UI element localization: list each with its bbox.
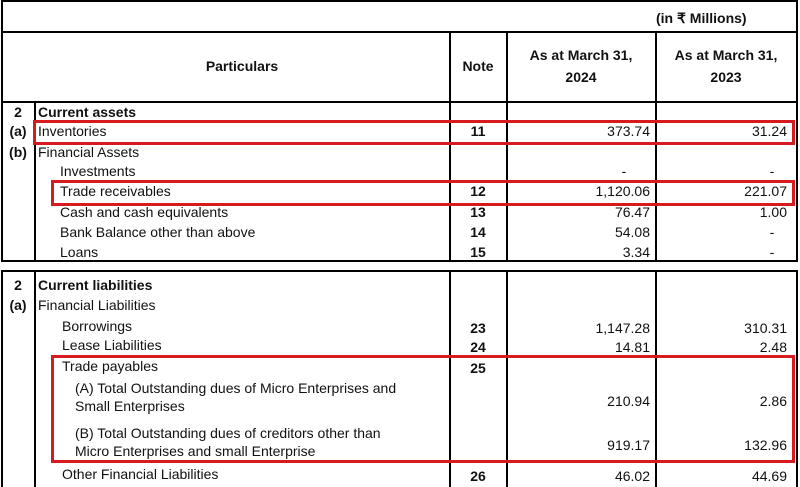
header-note: Note [462, 58, 494, 74]
msme-label-line1: (A) Total Outstanding dues of Micro Enterprises and [75, 380, 397, 396]
investments-2023: - [769, 163, 775, 179]
investments-2024: - [621, 163, 627, 179]
inventories-2024: 373.74 [607, 123, 650, 139]
rule-v-2023 [655, 32, 657, 262]
trade-receivables-2024: 1,120.06 [595, 183, 650, 199]
loans-2024: 3.34 [622, 244, 650, 260]
assets-section-title: Current assets [38, 104, 137, 120]
other-fin-note: 26 [470, 468, 486, 484]
trade-payables-label: Trade payables [62, 358, 158, 374]
others-label-line1: (B) Total Outstanding dues of creditors other than [75, 425, 381, 441]
financial-liab-label: Financial Liabilities [38, 297, 156, 313]
header-2024-line1: As at March 31, [529, 47, 633, 63]
loans-note: 15 [470, 244, 486, 260]
other-fin-2024: 46.02 [614, 468, 650, 484]
highlight-trade-payables [51, 355, 795, 463]
cash-note: 13 [470, 204, 486, 220]
rule-header-bottom [1, 101, 798, 103]
cash-2023: 1.00 [759, 204, 787, 220]
bank-balance-note: 14 [470, 224, 486, 240]
inventories-label: Inventories [38, 123, 107, 139]
loans-2023: - [769, 244, 775, 260]
trade-receivables-label: Trade receivables [60, 183, 171, 199]
header-2023-line2: 2023 [710, 69, 742, 85]
bank-balance-2023: - [769, 224, 775, 240]
bank-balance-label: Bank Balance other than above [60, 224, 256, 240]
rule-liab-top [1, 270, 798, 272]
other-fin-2023: 44.69 [751, 468, 787, 484]
msme-2023: 2.86 [759, 393, 787, 409]
cash-2024: 76.47 [614, 204, 650, 220]
lease-note: 24 [470, 339, 486, 355]
inventories-2023: 31.24 [751, 123, 787, 139]
header-2024-line2: 2024 [565, 69, 597, 85]
others-2024: 919.17 [607, 437, 650, 453]
rule-v-right [796, 0, 798, 262]
investments-label: Investments [60, 163, 136, 179]
rule-assets-bottom [1, 260, 798, 262]
rule-top [1, 0, 798, 2]
borrowings-label: Borrowings [62, 318, 133, 334]
trade-receivables-note: 12 [470, 183, 486, 199]
lease-2023: 2.48 [759, 339, 787, 355]
msme-label-line2: Small Enterprises [75, 398, 185, 414]
borrowings-note: 23 [470, 320, 486, 336]
financial-assets-idx: (b) [9, 144, 27, 160]
borrowings-2024: 1,147.28 [595, 320, 650, 336]
header-particulars: Particulars [205, 58, 279, 74]
inventories-note: 11 [470, 123, 486, 139]
bank-balance-2024: 54.08 [614, 224, 650, 240]
other-fin-label: Other Financial Liabilities [62, 466, 219, 482]
financial-assets-label: Financial Assets [38, 144, 140, 160]
financial-liab-idx: (a) [9, 297, 27, 313]
rule-v-right-2 [796, 270, 798, 487]
trade-receivables-2023: 221.07 [744, 183, 787, 199]
lease-label: Lease Liabilities [62, 337, 162, 353]
others-label-line2: Micro Enterprises and small Enterprise [75, 443, 316, 459]
trade-payables-note: 25 [470, 360, 486, 376]
borrowings-2023: 310.31 [744, 320, 787, 336]
lease-2024: 14.81 [614, 339, 650, 355]
rule-units [1, 31, 798, 33]
highlight-trade-receivables [51, 180, 795, 206]
liab-section-title: Current liabilities [38, 277, 153, 293]
liab-section-no: 2 [14, 277, 22, 293]
loans-label: Loans [60, 244, 99, 260]
assets-section-no: 2 [14, 104, 22, 120]
units-label: (in ₹ Millions) [656, 10, 747, 26]
inventories-idx: (a) [9, 123, 27, 139]
header-2023-line1: As at March 31, [674, 47, 778, 63]
msme-2024: 210.94 [607, 393, 650, 409]
cash-label: Cash and cash equivalents [60, 204, 229, 220]
rule-v-idx-2 [34, 270, 36, 487]
highlight-inventories [33, 120, 795, 145]
others-2023: 132.96 [744, 437, 787, 453]
